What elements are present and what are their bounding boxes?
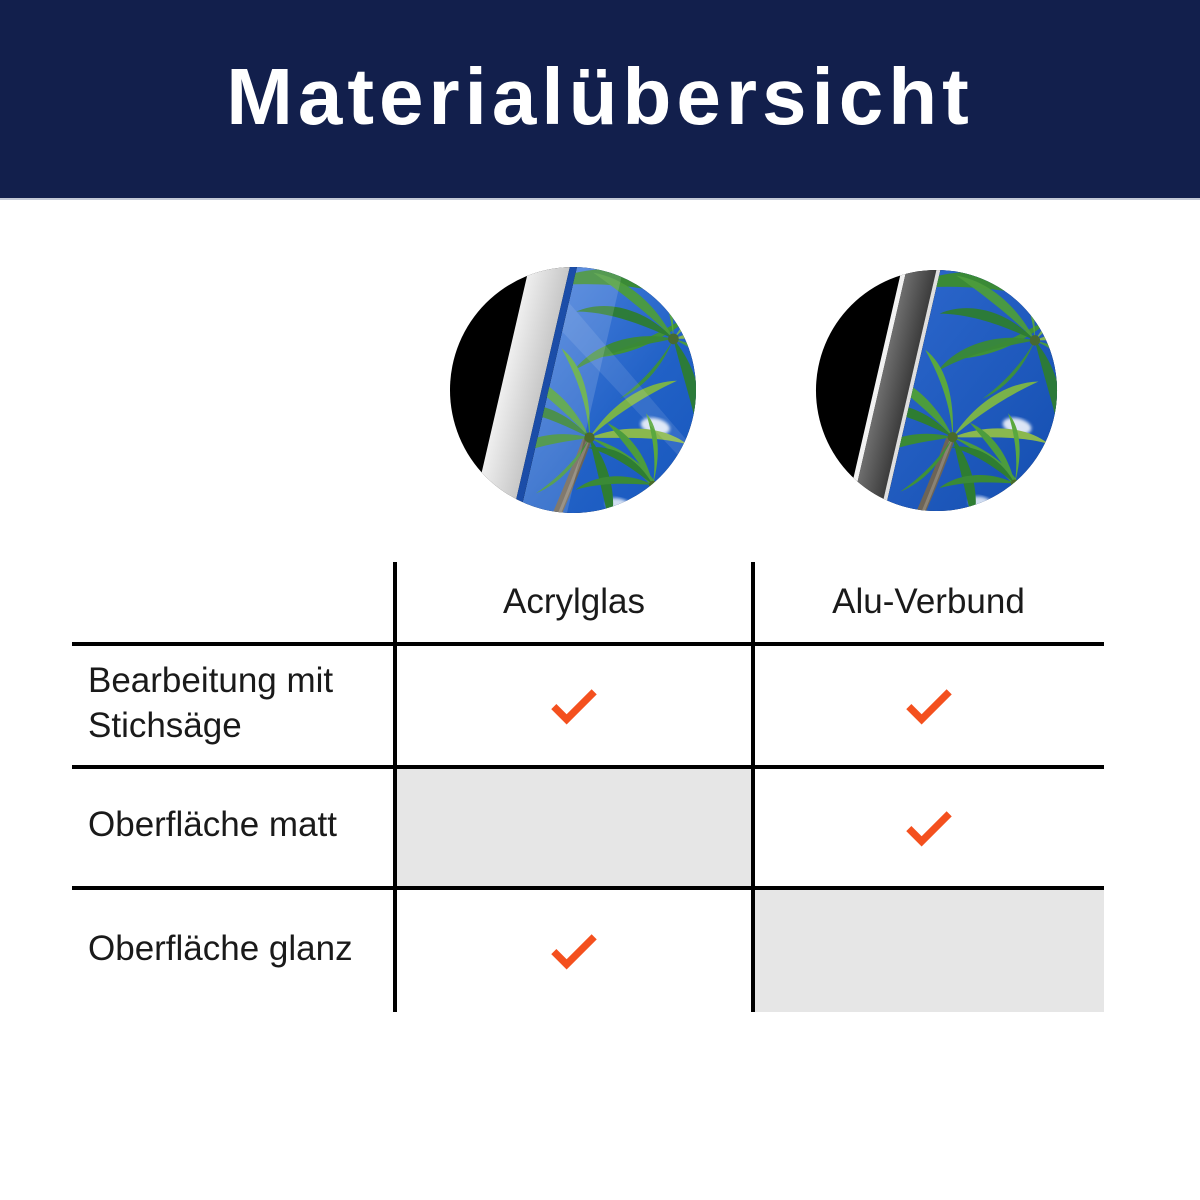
check-icon [541, 919, 607, 979]
check-icon [541, 674, 607, 734]
row-label-text: Bearbeitung mit Stichsäge [88, 660, 334, 745]
table-horizontal-line [72, 886, 1104, 890]
row-label-text: Oberfläche glanz [88, 928, 353, 968]
check-icon [896, 796, 962, 856]
feature-available-cell [395, 886, 753, 1012]
table-horizontal-line [72, 642, 1104, 646]
alu-verbund-sample-image [815, 269, 1058, 512]
column-header-acrylglas: Acrylglas [503, 582, 645, 621]
row-label [72, 886, 395, 1012]
row-label [72, 642, 395, 765]
row-label-text: Oberfläche matt [88, 805, 337, 845]
feature-available-cell [753, 765, 1104, 886]
not-available-cell [395, 765, 753, 886]
material-comparison-table [72, 562, 1104, 1012]
acrylglas-sample-image [449, 266, 697, 514]
table-corner-cell [72, 562, 395, 642]
feature-available-cell [753, 642, 1104, 765]
table-vertical-line [751, 562, 755, 1012]
comparison-grid [72, 562, 1104, 1012]
row-label [72, 765, 395, 886]
header-band [0, 0, 1200, 200]
table-horizontal-line [72, 765, 1104, 769]
column-header-alu-verbund: Alu-Verbund [832, 582, 1025, 621]
page-title: Materialübersicht [226, 52, 974, 141]
not-available-cell [753, 886, 1104, 1012]
table-vertical-line [393, 562, 397, 1012]
feature-available-cell [395, 642, 753, 765]
check-icon [896, 674, 962, 734]
